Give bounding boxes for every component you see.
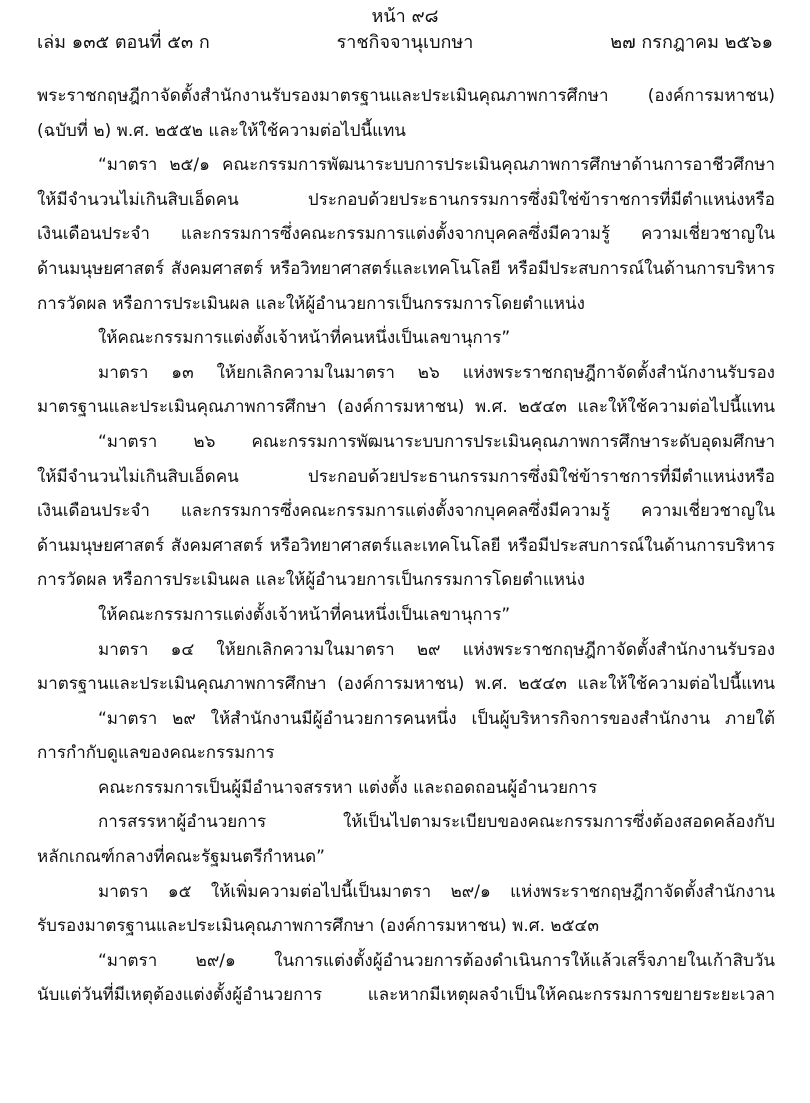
- text-line: “มาตรา ๒๕/๑ คณะกรรมการพัฒนาระบบการประเมินคุณภาพการศึกษาด้านการอาชีวศึกษา: [98, 155, 775, 176]
- text-line: พระราชกฤษฎีกาจัดตั้งสำนักงานรับรองมาตรฐานและประเมินคุณภาพการศึกษา (องค์การมหาชน): [37, 86, 775, 106]
- text-line: ด้านมนุษยศาสตร์ สังคมศาสตร์ หรือวิทยาศาสตร์และเทคโนโลยี หรือมีประสบการณ์ในด้านการบริหาร: [37, 258, 775, 279]
- text-line: มาตรา ๑๔ ให้ยกเลิกความในมาตรา ๒๙ แห่งพระราชกฤษฎีกาจัดตั้งสำนักงานรับรอง: [98, 639, 775, 660]
- text-line: หลักเกณฑ์กลางที่คณะรัฐมนตรีกำหนด”: [37, 847, 325, 868]
- text-line: การวัดผล หรือการประเมินผล และให้ผู้อำนวยการเป็นกรรมการโดยตำแหน่ง: [37, 293, 585, 314]
- text-line: คณะกรรมการเป็นผู้มีอำนาจสรรหา แต่งตั้ง และถอดถอนผู้อำนวยการ: [98, 777, 598, 798]
- text-line: (ฉบับที่ ๒) พ.ศ. ๒๕๕๒ และให้ใช้ความต่อไปนี้แทน: [37, 120, 406, 141]
- page-number: หน้า ๙๘: [371, 6, 439, 27]
- publication-name: ราชกิจจานุเบกษา: [336, 32, 474, 53]
- text-line: การกำกับดูแลของคณะกรรมการ: [37, 743, 275, 764]
- text-line: การวัดผล หรือการประเมินผล และให้ผู้อำนวยการเป็นกรรมการโดยตำแหน่ง: [37, 570, 585, 591]
- text-line: การสรรหาผู้อำนวยการ ให้เป็นไปตามระเบียบของคณะกรรมการซึ่งต้องสอดคล้องกับ: [98, 812, 775, 833]
- text-line: ให้คณะกรรมการแต่งตั้งเจ้าหน้าที่คนหนึ่งเป็นเลขานุการ”: [98, 604, 511, 625]
- text-line: มาตรฐานและประเมินคุณภาพการศึกษา (องค์การมหาชน) พ.ศ. ๒๕๔๓ และให้ใช้ความต่อไปนี้แทน: [37, 397, 775, 418]
- text-line: “มาตรา ๒๙ ให้สำนักงานมีผู้อำนวยการคนหนึ่ง เป็นผู้บริหารกิจการของสำนักงาน ภายใต้: [98, 708, 775, 729]
- text-line: เงินเดือนประจำ และกรรมการซึ่งคณะกรรมการแต่งตั้งจากบุคคลซึ่งมีความรู้ ความเชี่ยวชาญใน: [37, 224, 775, 245]
- text-line: เงินเดือนประจำ และกรรมการซึ่งคณะกรรมการแต่งตั้งจากบุคคลซึ่งมีความรู้ ความเชี่ยวชาญใน: [37, 501, 775, 522]
- text-line: ให้คณะกรรมการแต่งตั้งเจ้าหน้าที่คนหนึ่งเป็นเลขานุการ”: [98, 328, 511, 349]
- volume-issue: เล่ม ๑๓๕ ตอนที่ ๕๓ ก: [37, 32, 210, 53]
- text-line: มาตรา ๑๕ ให้เพิ่มความต่อไปนี้เป็นมาตรา ๒๙/๑ แห่งพระราชกฤษฎีกาจัดตั้งสำนักงาน: [98, 881, 775, 902]
- publication-date: ๒๗ กรกฎาคม ๒๕๖๑: [610, 32, 773, 53]
- text-line: ด้านมนุษยศาสตร์ สังคมศาสตร์ หรือวิทยาศาสตร์และเทคโนโลยี หรือมีประสบการณ์ในด้านการบริหาร: [37, 535, 775, 556]
- running-header: [37, 28, 773, 58]
- text-line: “มาตรา ๒๙/๑ ในการแต่งตั้งผู้อำนวยการต้องดำเนินการให้แล้วเสร็จภายในเก้าสิบวัน: [98, 950, 775, 971]
- text-line: ให้มีจำนวนไม่เกินสิบเอ็ดคน ประกอบด้วยประธานกรรมการซึ่งมิใช่ข้าราชการที่มีตำแหน่งหรือ: [37, 189, 775, 210]
- document-body: [37, 79, 775, 1013]
- text-line: ให้มีจำนวนไม่เกินสิบเอ็ดคน ประกอบด้วยประธานกรรมการซึ่งมิใช่ข้าราชการที่มีตำแหน่งหรือ: [37, 466, 775, 487]
- text-line: มาตรา ๑๓ ให้ยกเลิกความในมาตรา ๒๖ แห่งพระราชกฤษฎีกาจัดตั้งสำนักงานรับรอง: [98, 362, 775, 383]
- text-line: นับแต่วันที่มีเหตุต้องแต่งตั้งผู้อำนวยการ และหากมีเหตุผลจำเป็นให้คณะกรรมการขยายระยะเวลา: [37, 985, 775, 1006]
- text-line: “มาตรา ๒๖ คณะกรรมการพัฒนาระบบการประเมินคุณภาพการศึกษาระดับอุดมศึกษา: [98, 431, 775, 452]
- text-line: มาตรฐานและประเมินคุณภาพการศึกษา (องค์การมหาชน) พ.ศ. ๒๕๔๓ และให้ใช้ความต่อไปนี้แทน: [37, 674, 775, 695]
- text-line: รับรองมาตรฐานและประเมินคุณภาพการศึกษา (องค์การมหาชน) พ.ศ. ๒๕๔๓: [37, 916, 599, 937]
